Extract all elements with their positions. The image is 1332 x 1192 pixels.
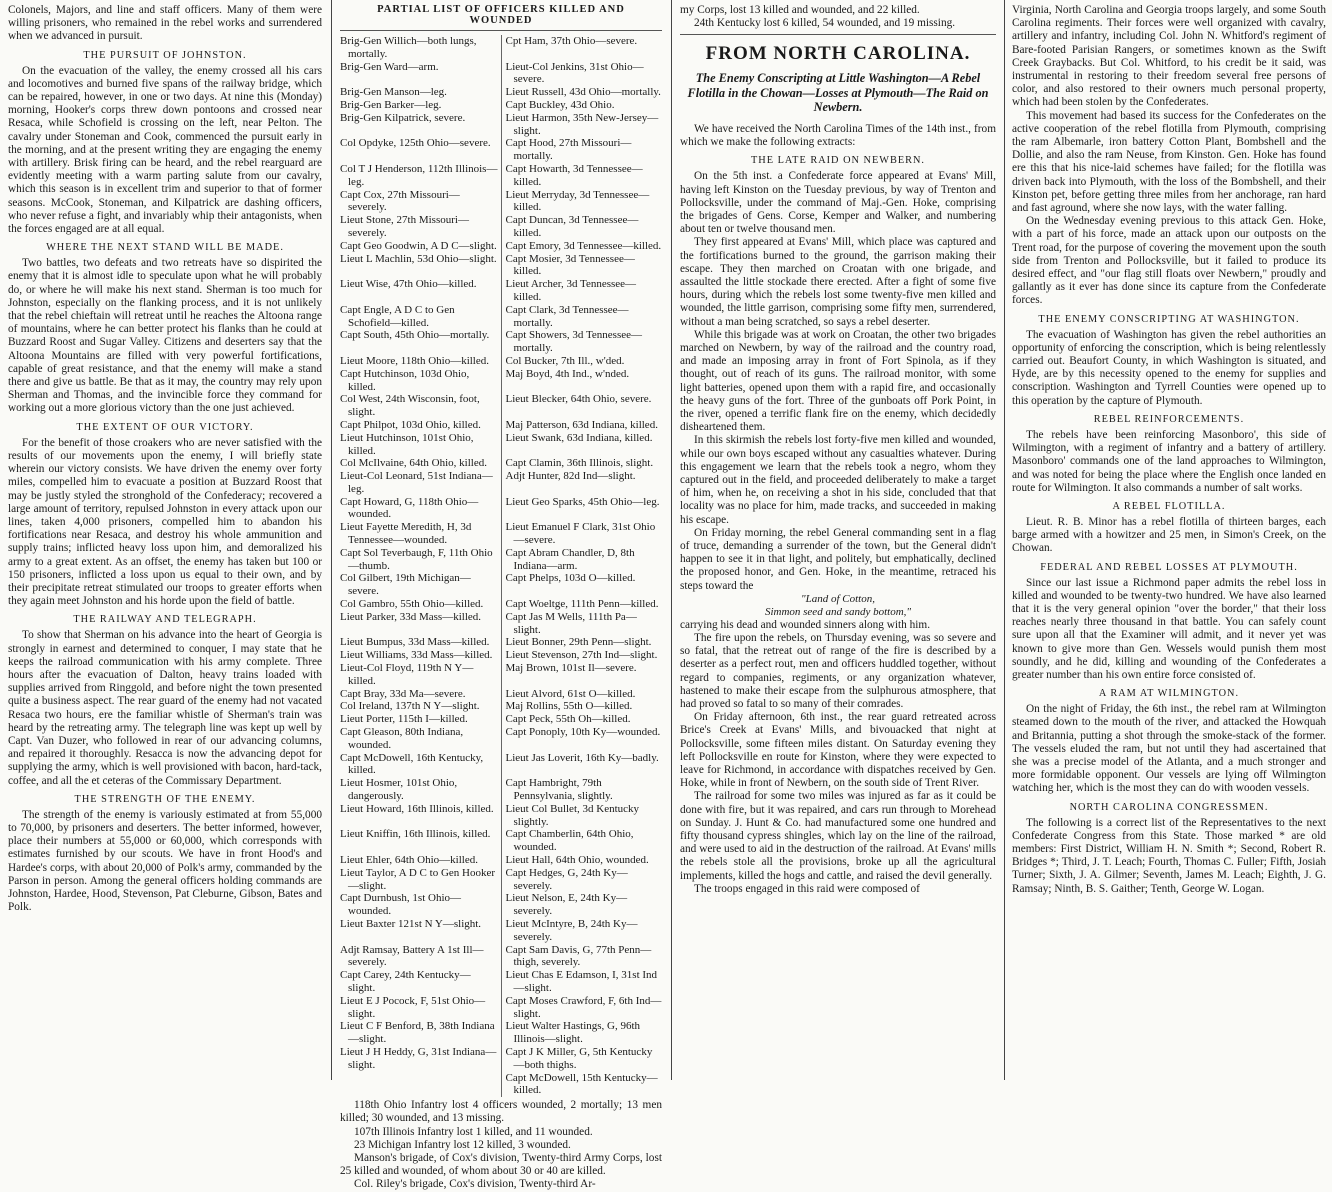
c4-text-6: Lieut. R. B. Minor has a rebel flotilla of thirteen barges, each barge armed with a howitzer and 25 men, in Simon's Creek, on the Chowan. <box>1012 515 1326 555</box>
casualty-entry-left: Lieut Hosmer, 101st Ohio, dangerously. <box>340 777 501 803</box>
casualty-entry-right: Lieut Stevenson, 27th Ind—slight. <box>505 649 658 662</box>
casualty-note: Manson's brigade, of Cox's division, Twenty-third Army Corps, lost 25 killed and wounded, of whom about 30 or 40 are killed. <box>340 1151 662 1178</box>
casualty-entry-left: Capt Durnbush, 1st Ohio—wounded. <box>340 892 501 918</box>
casualty-entry-left: Capt Gleason, 80th Indiana, wounded. <box>340 726 501 752</box>
casualty-entry-right: Capt Howarth, 3d Tennessee—killed. <box>505 162 643 188</box>
casualty-row <box>340 649 662 662</box>
casualty-entry-left: Capt Bray, 33d Ma—severe. <box>340 688 501 701</box>
casualty-entry-left: Capt Carey, 24th Kentucky—slight. <box>340 969 501 995</box>
casualty-entry-right: Capt Peck, 55th Oh—killed. <box>505 713 631 726</box>
c3-text-top-2: 24th Kentucky lost 6 killed, 54 wounded, and 19 missing. <box>694 17 956 30</box>
casualty-entry-right: Maj Patterson, 63d Indiana, killed. <box>505 418 658 431</box>
casualty-entry-right: Lieut Jas Loverit, 16th Ky—badly. <box>505 751 659 764</box>
casualty-entry-right: Lieut Merryday, 3d Tennessee—killed. <box>505 188 650 214</box>
casualty-row <box>340 752 662 778</box>
casualty-entry-right: Capt Showers, 3d Tennessee—mortally. <box>505 329 643 355</box>
casualty-entry-right: Lieut Col Bullet, 3d Kentucky slightly. <box>505 802 640 828</box>
c1-text-railway: To show that Sherman on his advance into the heart of Georgia is strongly in earnest and determined to conquer, I may state that he keeps the railroad communication with his army complete. Three hours after the evacuation of Dalton, heavy trains loaded with supplies arrived from Ringgold, and before night the town presented quite a business aspect. The rear guard of the enemy had not vacated Resaca two hours, ere the familiar whistle of Sherman's train was heard by the retreating army. The telegraph line was kept up well by Capt. Van Duzer, who followed in rear of our advancing columns, and repaired it thoroughly. Resacca is now the advancing depot for supplying the army, which is well provisioned with bacon, hard-tack, coffee, and all the et ceteras of the Commissary Department. <box>8 629 322 787</box>
casualty-row <box>340 214 662 240</box>
casualty-note: Col. Riley's brigade, Cox's division, Twenty-third Ar- <box>354 1178 596 1191</box>
casualty-row <box>340 1046 662 1072</box>
casualty-entry-left: Col West, 24th Wisconsin, foot, slight. <box>340 393 501 419</box>
casualty-row <box>340 854 662 867</box>
casualty-row <box>340 598 662 611</box>
casualty-row <box>340 61 662 87</box>
casualty-entry-right: Lieut Harmon, 35th New-Jersey—slight. <box>505 111 659 137</box>
casualty-entry-right: Lieut Bonner, 29th Penn—slight. <box>505 636 652 649</box>
casualty-row <box>340 470 662 496</box>
casualty-row <box>340 432 662 458</box>
c3-text-3: While this brigade was at work on Croatan, the other two brigades marched on Newbern, by way of the railroad and the country road, and made an imposing array in front of Fort Spinola, as if they thought, out of reach of its guns. The railroad monitor, with some light batteries, opened upon them with a rapid fire, and occasionally the heavy guns of the fort. Three of the gunboats off Pork Point, in the river, opened a terrific flank fire on the enemy, which decidedly disheartened them. <box>680 328 996 434</box>
casualty-row <box>340 1020 662 1046</box>
c3-text-9: The railroad for some two miles was injured as far as it could be done with fire, but it was repaired, and cars run through to Morehead on Sunday. J. Hunt & Co. had manufactured some one hundred and fifty thousand cypress shingles, which lay on the line of the railroad, and were used to aid in the destruction of the railroad. At Evans' mills the rebels stole all the provisions, broke up all the agricultural implements, killed the hogs and cattle, and raised the devil generally. <box>680 790 996 882</box>
casualty-entry-left: Adjt Ramsay, Battery A 1st Ill—severely. <box>340 944 501 970</box>
casualty-row <box>340 918 662 944</box>
c4-text-8: On the night of Friday, the 6th inst., the rebel ram at Wilmington steamed down to the mouth of the river, and attacked the Howquah and Britannia, putting a shot through the smoke-stack of the former. The vessels eluded the ram, but not until they had ascertained that she was a precise model of the Atlanta, and a much stronger and more formidable opponent. Our vessels are lying off Wilmington watching her, which is the most they can do with wooden vessels. <box>1012 703 1326 795</box>
casualty-row <box>340 163 662 189</box>
casualty-entry-left: Lieut Taylor, A D C to Gen Hooker—slight. <box>340 867 501 893</box>
c1-text-stand: Two battles, two defeats and two retreats have so dispirited the enemy that it is almost idle to speculate upon what he will probably do, or where he will make his next stand. Sherman is too much for Johnston, especially on the flanking process, and it is not unlikely that the rebel chieftain will retreat until he reaches the Altoona range of mountains, where he can better protect his flanks than he could at Buzzard Roost and Sugar Valley. Citizens and deserters say that the Altoona Mountains are filled with very powerful fortifications, capable of great resistance, and that the enemy will make a stand there and give us battle. Be that as it may, the country may rely upon Sherman and Thomas, and the invincible force they command for working out a more glorious victory than the one just achieved. <box>8 257 322 415</box>
casualty-row <box>340 867 662 893</box>
casualty-entry-left: Lieut Bumpus, 33d Mass—killed. <box>340 636 501 649</box>
casualty-entry-right: Maj Brown, 101st Il—severe. <box>505 662 637 675</box>
casualty-list-subtitle: WOUNDED <box>469 15 533 26</box>
casualty-entry-left: Capt South, 45th Ohio—mortally. <box>340 329 501 355</box>
casualty-row <box>340 713 662 726</box>
casualty-entry-left: Capt Engle, A D C to Gen Schofield—killed. <box>340 304 501 330</box>
casualty-entry-right: Capt Abram Chandler, D, 8th Indiana—arm. <box>505 546 635 572</box>
casualty-note: 23 Michigan Infantry lost 12 killed, 3 wounded. <box>354 1138 571 1151</box>
casualty-row <box>340 137 662 163</box>
casualty-row <box>340 777 662 803</box>
c4-heading-conscripting: THE ENEMY CONSCRIPTING AT WASHINGTON. <box>1038 313 1300 325</box>
casualty-entry-left: Lieut-Col Leonard, 51st Indiana—leg. <box>340 470 501 496</box>
c3-intro: We have received the North Carolina Times of the 14th inst., from which we make the following extracts: <box>680 122 996 149</box>
c3-text-5: On Friday morning, the rebel General commanding sent in a flag of truce, demanding a surrender of the town, but the General didn't happen to see it in that light, and politely, but emphatically, declined the proposed honor, and Gen. Hoke, in the meantime, retraced his steps toward the <box>680 526 996 592</box>
casualty-entry-right: Capt Moses Crawford, F, 6th Ind—slight. <box>505 994 662 1020</box>
casualty-entry-left: Lieut Stone, 27th Missouri—severely. <box>340 214 501 240</box>
casualty-entry-left: Brig-Gen Willich—both lungs, mortally. <box>340 35 501 61</box>
divider <box>680 34 996 35</box>
casualty-entry-right: Lieut Geo Sparks, 45th Ohio—leg. <box>505 495 660 508</box>
casualty-entry-left: Brig-Gen Manson—leg. <box>340 86 501 99</box>
casualty-entry-left: Lieut C F Benford, B, 38th Indiana—slight. <box>340 1020 501 1046</box>
casualty-row <box>340 688 662 701</box>
c3-text-7: The fire upon the rebels, on Thursday evening, was so severe and so fatal, that the retreat out of range of the fire is described by a deserter as a perfect rout, men and officers huddled together, without regard to companies, regiments, or any organization whatever, hastened to make their escape from the sulphurous atmosphere, that had proved so fatal to so many of their comrades. <box>680 632 996 711</box>
casualty-entry-left: Lieut Hutchinson, 101st Ohio, killed. <box>340 432 501 458</box>
casualty-entry-right: Lieut-Col Jenkins, 31st Ohio—severe. <box>505 60 644 86</box>
casualty-entry-right: Capt Clark, 3d Tennessee—mortally. <box>505 303 629 329</box>
c4-text-3: On the Wednesday evening previous to this attack Gen. Hoke, with a part of his force, made an attack upon our outposts on the Trent road, for the purpose of covering the movement upon the south side from Trenton and Pollocksville, but it failed to produce its desired effect, and "our flag still floats over Newbern," proudly and gallantly as it ever has done since its capture from the Confederate forces. <box>1012 215 1326 307</box>
casualty-entry-right: Lieut Nelson, E, 24th Ky—severely. <box>505 892 628 918</box>
casualty-entry-right: Maj Rollins, 55th O—killed. <box>505 700 633 713</box>
casualty-row <box>340 240 662 253</box>
c4-heading-flotilla: A REBEL FLOTILLA. <box>1112 500 1226 512</box>
casualty-entry-right: Capt Jas M Wells, 111th Pa—slight. <box>505 610 637 636</box>
c4-text-9: The following is a correct list of the Representatives to the next Confederate Congress from this State. Those marked * are old members: First District, William H. N. Smith *; Second, Robert R. Bridges *; Third, J. T. Leach; Fourth, Thomas C. Fuller; Fifth, Josiah Turner; Sixth, J. A. Gilmer; Seventh, James M. Leach; Eighth, J. G. Ramsay; Ninth, B. S. Gaither; Tenth, George W. Logan. <box>1012 816 1326 895</box>
casualty-row <box>340 99 662 112</box>
c1-heading-extent: THE EXTENT OF OUR VICTORY. <box>76 421 254 433</box>
casualty-row <box>340 86 662 99</box>
casualty-row <box>340 828 662 854</box>
casualty-entry-right: Lieut Chas E Edamson, I, 31st Ind—slight. <box>505 969 658 994</box>
column-rule <box>331 0 332 1080</box>
casualty-entry-right: Capt J K Miller, G, 5th Kentucky—both thighs. <box>505 1045 653 1071</box>
c3-text-10: The troops engaged in this raid were composed of <box>694 882 920 895</box>
casualty-entry-right: Col Bucker, 7th Ill., w'ded. <box>505 354 625 367</box>
casualty-entry-left: Capt Geo Goodwin, A D C—slight. <box>340 240 501 253</box>
casualty-entry-left: Brig-Gen Barker—leg. <box>340 99 501 112</box>
casualty-list-title: PARTIAL LIST OF OFFICERS KILLED AND <box>377 4 625 15</box>
c1-text-extent: For the benefit of those croakers who are never satisfied with the results of our movements upon the enemy, I will briefly state wherein our victory consists. We have driven the enemy over forty miles, compelled him to evacuate a position at Buzzard Roost that may be justly styled the stronghold of the Confederacy; recovered a large amount of territory, repulsed Johnston in every attack upon our lines, taken 4,000 prisoners, compelled him to abandon his fortifications near Resaca, and destroy his whole ammunition and supply trains; inflicted heavy loss upon him, and demoralized his army to a great extent. As an offset, the enemy has taken but 100 or 150 prisoners, inflicted a loss upon us equal to their own, and by their precipitate retreat stimulated our troops to greater efforts when they again meet Johnston and his horde upon the field of battle. <box>8 436 322 608</box>
casualty-entry-right: Capt Duncan, 3d Tennessee—killed. <box>505 214 639 239</box>
c4-text-2: This movement had based its success for the Confederates on the active cooperation of the rebel flotilla from Plymouth, comprising the ram Albemarle, iron battery Cotton Plant, Bombshell and the Dollie, and also the ram Neuse, from Kinston. Gen. Hoke has found ere this that his nice-laid schemes have failed; for the flotilla was driven back into Plymouth, with the loss of the Bombshell, and their Kinston pet, before getting three miles from her anchorage, ran hard and fast aground, where she now lays, with the water falling. <box>1012 109 1326 215</box>
casualty-row <box>340 995 662 1021</box>
column-rule <box>671 0 672 1080</box>
casualty-entry-left: Capt McDowell, 16th Kentucky, killed. <box>340 752 501 778</box>
c1-text-top: Colonels, Majors, and line and staff officers. Many of them were willing prisoners, who remained in the rebel works and surrendered when we advanced in pursuit. <box>8 4 322 43</box>
casualty-entry-right: Capt Hedges, G, 24th Ky—severely. <box>505 866 628 892</box>
casualty-entry-right: Lieut Blecker, 64th Ohio, severe. <box>505 393 652 406</box>
casualty-entry-left: Lieut-Col Floyd, 119th N Y—killed. <box>340 662 501 688</box>
casualty-entry-left: Lieut E J Pocock, F, 51st Ohio—slight. <box>340 995 501 1021</box>
casualty-entry-left: Lieut Ehler, 64th Ohio—killed. <box>340 854 501 867</box>
c1-heading-strength: THE STRENGTH OF THE ENEMY. <box>74 793 256 805</box>
c4-text-5: The rebels have been reinforcing Masonboro', this side of Wilmington, with a regiment of infantry and a battery of artillery. Masonboro' commands one of the land approaches to Wilmington, and was noted for being the place where the English once landed en route for Wilmington. It also commands a number of salt works. <box>1012 428 1326 494</box>
column-1 <box>2 0 328 1080</box>
casualty-row <box>340 253 662 279</box>
c3-text-1: On the 5th inst. a Confederate force appeared at Evans' Mill, having left Kinston on the Tuesday previous, by way of Trenton and Pollocksville, under the command of Maj.-Gen. Hoke, comprising the brigades of Gens. Corse, Kemper and Walker, and numbering about ten or twelve thousand men. <box>680 170 996 236</box>
casualty-entry-left: Capt Hutchinson, 103d Ohio, killed. <box>340 368 501 394</box>
c1-heading-railway: THE RAILWAY AND TELEGRAPH. <box>73 614 257 626</box>
casualty-entry-left: Col T J Henderson, 112th Illinois—leg. <box>340 163 501 189</box>
casualty-row <box>340 969 662 995</box>
casualty-entry-right: Lieut McIntyre, B, 24th Ky—severely. <box>505 917 638 943</box>
casualty-note: 118th Ohio Infantry lost 4 officers wounded, 2 mortally; 13 men killed; 30 wounded, and 13 missing. <box>340 1099 662 1125</box>
divider <box>340 30 662 31</box>
casualty-row <box>340 368 662 394</box>
casualty-entry-right: Capt Hambright, 79th Pennsylvania, slightly. <box>505 777 613 803</box>
casualty-entry-left: Lieut Wise, 47th Ohio—killed. <box>340 278 501 304</box>
c4-text-4: The evacuation of Washington has given the rebel authorities an opportunity of enforcing the conscription, which is being relentlessly carried out. Beaufort County, in which Washington is situated, and Hyde, are by this necessity opened to the enemy for supplies and conscription. Washington and Tyrrell Counties were opened up to this operation by the capture of Plymouth. <box>1012 328 1326 407</box>
column-2 <box>334 0 668 1191</box>
casualty-row <box>340 726 662 752</box>
casualty-entry-left: Lieut L Machlin, 53d Ohio—slight. <box>340 253 501 279</box>
casualty-row <box>340 35 662 61</box>
column-3 <box>674 0 1002 1080</box>
casualty-row <box>340 329 662 355</box>
column-rule <box>1004 0 1005 1080</box>
casualty-entry-right: Capt Clamin, 36th Illinois, slight. <box>505 457 654 470</box>
casualty-row <box>340 611 662 637</box>
casualty-entry-left: Capt Howard, G, 118th Ohio—wounded. <box>340 496 501 522</box>
c4-text-7: Since our last issue a Richmond paper admits the rebel loss in killed and wounded to be twenty-two hundred. We have also learned that it is the very general opinion "over the border," that their loss reaches nearly three thousand in that battle. You can safely count sure upon all that the Examiner will admit, and it never yet was known to give more than Gen. Wessels would punish them most soundly, and he did, killing and wounding of the Confederates a greater number than his own entire force consisted of. <box>1012 576 1326 681</box>
c3-text-2: They first appeared at Evans' Mill, which place was captured and the fortifications burned to the ground, the garrison making their escape. They then marched on Croatan with one brigade, and assaulted the little stockade there erected. After a fight of some five hours, during which the rebels lost some twenty-five men killed and wounded, the little garrison, comprising some fifty men, surrendered, without a man being scratched, so says a rebel deserter. <box>680 236 996 328</box>
casualty-entry-right: Capt Buckley, 43d Ohio. <box>505 98 615 111</box>
casualty-entry-right: Capt Chamberlin, 64th Ohio, wounded. <box>505 828 634 854</box>
c1-heading-stand: WHERE THE NEXT STAND WILL BE MADE. <box>46 242 284 254</box>
casualty-row <box>340 189 662 215</box>
casualty-entry-right: Capt Phelps, 103d O—killed. <box>505 572 636 585</box>
c4-heading-reinforcements: REBEL REINFORCEMENTS. <box>1093 413 1245 425</box>
article-title: FROM NORTH CAROLINA. <box>705 43 971 65</box>
casualty-entry-right: Lieut Russell, 43d Ohio—mortally. <box>505 86 661 99</box>
casualty-row <box>340 700 662 713</box>
casualty-entry-right: Maj Boyd, 4th Ind., w'nded. <box>505 367 630 380</box>
casualty-entry-right: Lieut Swank, 63d Indiana, killed. <box>505 431 653 444</box>
casualty-entry-right: Lieut Archer, 3d Tennessee—killed. <box>505 278 637 303</box>
casualty-entry-left: Col Gilbert, 19th Michigan—severe. <box>340 572 501 598</box>
casualty-row <box>340 393 662 419</box>
casualty-entry-right: Capt Sam Davis, G, 77th Penn—thigh, severely. <box>505 943 652 969</box>
c4-heading-losses: FEDERAL AND REBEL LOSSES AT PLYMOUTH. <box>1040 561 1298 573</box>
casualty-notes <box>340 1099 662 1191</box>
casualty-row <box>340 457 662 470</box>
casualty-entry-left: Capt Cox, 27th Missouri—severely. <box>340 189 501 215</box>
c3-verse-1: "Land of Cotton, <box>801 592 875 605</box>
casualty-entry-left: Lieut Howard, 16th Illinois, killed. <box>340 803 501 829</box>
c3-text-top: my Corps, lost 13 killed and wounded, and 22 killed. <box>680 4 920 16</box>
casualty-row <box>340 803 662 829</box>
casualty-row <box>340 547 662 573</box>
casualty-entry-left: Col Gambro, 55th Ohio—killed. <box>340 598 501 611</box>
casualty-entry-left: Lieut Porter, 115th I—killed. <box>340 713 501 726</box>
casualty-entry-left <box>340 1072 501 1098</box>
casualty-entry-right: Capt Hood, 27th Missouri—mortally. <box>505 137 632 163</box>
casualty-entry-left: Col Ireland, 137th N Y—slight. <box>340 700 501 713</box>
casualty-entry-left: Lieut Parker, 33d Mass—killed. <box>340 611 501 637</box>
casualty-table <box>340 35 662 1097</box>
casualty-entry-left: Capt Philpot, 103d Ohio, killed. <box>340 419 501 432</box>
casualty-row <box>340 892 662 918</box>
casualty-row <box>340 636 662 649</box>
c1-text-strength: The strength of the enemy is variously estimated at from 55,000 to 70,000, by prisoners and deserters. The better informed, however, place their numbers at 55,000 or 60,000, which corresponds with estimates furnished by our scouts. We have in front Hood's and Hardee's corps, with about 20,000 of Polk's army, commanded by the Parson in person. Among the general officers holding commands are Johnston, Hardee, Hood, Stevenson, Pat Cleburne, Gibson, Bates and Polk. <box>8 808 322 914</box>
casualty-entry-left: Lieut Fayette Meredith, H, 3d Tennessee—wounded. <box>340 521 501 547</box>
casualty-entry-right: Adjt Hunter, 82d Ind—slight. <box>505 470 636 483</box>
c3-text-4: In this skirmish the rebels lost forty-five men killed and wounded, while our own boys escaped without any casualties whatever. During this engagement we learn that the rebels took a negro, whom they captured out in the field, and proceeded deliberately to make a target of him, when he, on receiving a shot in his side, concluded that that locality was no place for him, made tracks, and succeeded in making his escape. <box>680 434 996 526</box>
casualty-entry-right: Capt Emory, 3d Tennessee—killed. <box>505 239 662 252</box>
c3-text-8: On Friday afternoon, 6th inst., the rear guard retreated across Brice's Creek at Evans' Mills, and bivouacked that night at Pollocksville, some fifteen miles distant. On Saturday evening they left Pollocksville en route for Kinston, where they were expected to leave for Richmond, in accordance with dispatches received by Gen. Hoke, while in front of Newbern, on the south side of Trent River. <box>680 711 996 790</box>
casualty-entry-right: Lieut Walter Hastings, G, 96th Illinois—slight. <box>505 1020 641 1046</box>
casualty-entry-right: Capt Ponoply, 10th Ky—wounded. <box>505 726 661 739</box>
c3-text-6: carrying his dead and wounded sinners along with him. <box>680 618 931 631</box>
casualty-row <box>340 1072 662 1098</box>
casualty-note: 107th Illinois Infantry lost 1 killed, and 11 wounded. <box>354 1125 593 1138</box>
casualty-row <box>340 572 662 598</box>
casualty-entry-left: Lieut J H Heddy, G, 31st Indiana—slight. <box>340 1046 501 1072</box>
column-4 <box>1006 0 1332 1080</box>
casualty-entry-left: Lieut Williams, 33d Mass—killed. <box>340 649 501 662</box>
c4-heading-ram: A RAM AT WILMINGTON. <box>1098 688 1240 700</box>
c1-heading-pursuit: THE PURSUIT OF JOHNSTON. <box>83 49 247 61</box>
casualty-row <box>340 278 662 304</box>
casualty-entry-left: Brig-Gen Kilpatrick, severe. <box>340 112 501 138</box>
c4-heading-congressmen: NORTH CAROLINA CONGRESSMEN. <box>1069 801 1269 813</box>
article-deck: The Enemy Conscripting at Little Washington—A Rebel Flotilla in the Chowan—Losses at Plymouth—The Raid on Newbern. <box>687 71 989 115</box>
casualty-entry-right: Lieut Alvord, 61st O—killed. <box>505 687 636 700</box>
casualty-entry-left: Lieut Kniffin, 16th Illinois, killed. <box>340 828 501 854</box>
casualty-row <box>340 419 662 432</box>
casualty-entry-left: Lieut Baxter 121st N Y—slight. <box>340 918 501 944</box>
c4-text-1: Virginia, North Carolina and Georgia troops largely, and some South Carolina regiments. Their forces were well organized with cavalry, artillery and infantry, including Col. John N. Whitford's regiment of Bare-footed Parisian Rangers, or sometimes known as the Swift Creek Graybacks. But Col. Whitford, to his credit be it said, was instrumental in restoring to their freedom several free persons of color, and also restored to their owners much personal property, which had been stolen by the Confederates. <box>1012 4 1326 109</box>
casualty-entry-left: Col Opdyke, 125th Ohio—severe. <box>340 137 501 163</box>
casualty-row <box>340 662 662 688</box>
casualty-row <box>340 304 662 330</box>
casualty-row <box>340 112 662 138</box>
c3-verse-2: Simmon seed and sandy bottom," <box>764 605 912 618</box>
casualty-entry-right: Capt Mosier, 3d Tennessee—killed. <box>505 252 635 278</box>
casualty-entry-right: Capt McDowell, 15th Kentucky—killed. <box>505 1071 658 1097</box>
casualty-entry-right: Lieut Hall, 64th Ohio, wounded. <box>505 854 649 866</box>
casualty-entry-left: Capt Sol Teverbaugh, F, 11th Ohio—thumb. <box>340 547 501 573</box>
c3-heading-raid: THE LATE RAID ON NEWBERN. <box>751 155 925 167</box>
casualty-entry-left: Brig-Gen Ward—arm. <box>340 61 501 87</box>
casualty-row <box>340 496 662 522</box>
casualty-row <box>340 944 662 970</box>
casualty-row <box>340 521 662 547</box>
casualty-entry-right: Lieut Emanuel F Clark, 31st Ohio—severe. <box>505 521 656 547</box>
casualty-entry-left: Col McIlvaine, 64th Ohio, killed. <box>340 457 501 470</box>
casualty-entry-right: Capt Woeltge, 111th Penn—killed. <box>505 598 659 611</box>
casualty-row <box>340 355 662 368</box>
casualty-entry-right: Cpt Ham, 37th Ohio—severe. <box>505 35 638 47</box>
casualty-entry-left: Lieut Moore, 118th Ohio—killed. <box>340 355 501 368</box>
c1-text-pursuit: On the evacuation of the valley, the enemy crossed all his cars and locomotives and burned five spans of the railway bridge, which can be repaired, however, in one or two days. At nine this (Monday) morning, Hooker's corps threw down pontoons and crossed near Resaca, while Schofield is crossing on the left, near Pelton. The cavalry under Stoneman and Cook, commenced the pursuit early in the morning, and at the present writing they are engaging the enemy with artillery. Brisk firing can be heard, and the rebel rearguard are evidently meeting with a warm parting salute from our cavalry, which this season is in excellent trim and superior to that of former seasons. McCook, Stoneman, and Kilpatrick are dashing officers, who never refuse a fight, and invariably whip their antagonists, when the forces engaged are at all equal. <box>8 64 322 236</box>
